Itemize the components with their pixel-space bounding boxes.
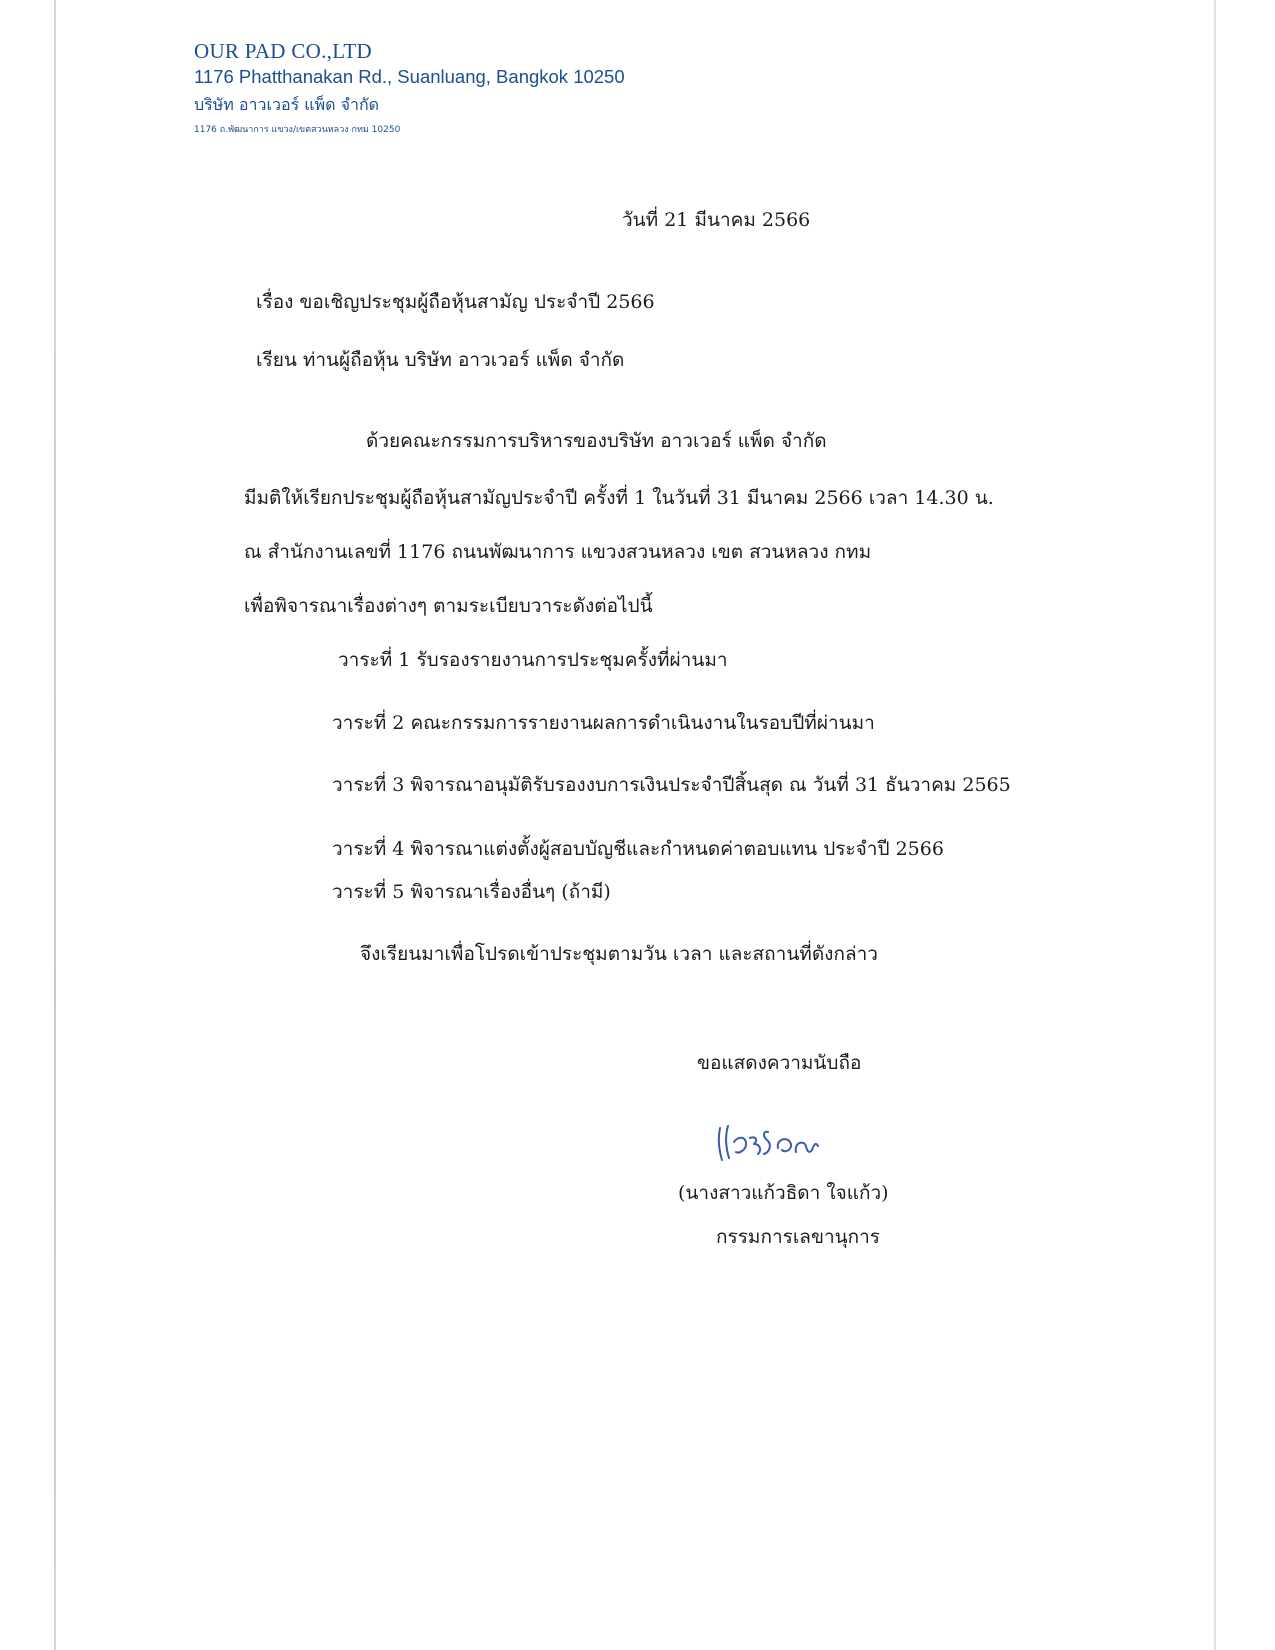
- agenda-item: วาระที่ 3 พิจารณาอนุมัติรับรองงบการเงินประจำปีสิ้นสุด ณ วันที่ 31 ธันวาคม 2565: [332, 774, 1011, 796]
- handwritten-signature: [712, 1118, 832, 1168]
- closing-salutation: ขอแสดงความนับถือ: [697, 1052, 862, 1074]
- signatory-name: (นางสาวแก้วธิดา ใจแก้ว): [678, 1182, 889, 1204]
- company-address-en: 1176 Phatthanakan Rd., Suanluang, Bangkok 10250: [194, 66, 625, 87]
- body-line-2: มีมติให้เรียกประชุมผู้ถือหุ้นสามัญประจำปี ครั้งที่ 1 ในวันที่ 31 มีนาคม 2566 เวลา 14.30 น.: [244, 487, 994, 509]
- letter-date: วันที่ 21 มีนาคม 2566: [622, 209, 811, 231]
- scan-border-right: [1214, 0, 1216, 1650]
- body-line-3: ณ สำนักงานเลขที่ 1176 ถนนพัฒนาการ แขวงสวนหลวง เขต สวนหลวง กทม: [244, 541, 872, 563]
- agenda-item: วาระที่ 1 รับรองรายงานการประชุมครั้งที่ผ่านมา: [338, 649, 728, 671]
- agenda-item: วาระที่ 4 พิจารณาแต่งตั้งผู้สอบบัญชีและกำหนดค่าตอบแทน ประจำปี 2566: [332, 838, 944, 860]
- company-name-en: OUR PAD CO.,LTD: [194, 39, 372, 63]
- body-line-4: เพื่อพิจารณาเรื่องต่างๆ ตามระเบียบวาระดังต่อไปนี้: [244, 595, 653, 617]
- letter-recipient: เรียน ท่านผู้ถือหุ้น บริษัท อาวเวอร์ แพ็ด จำกัด: [256, 349, 625, 371]
- signatory-title: กรรมการเลขานุการ: [716, 1226, 880, 1248]
- letter-subject: เรื่อง ขอเชิญประชุมผู้ถือหุ้นสามัญ ประจำปี 2566: [256, 291, 655, 313]
- agenda-item: วาระที่ 5 พิจารณาเรื่องอื่นๆ (ถ้ามี): [332, 881, 611, 903]
- company-name-th: บริษัท อาวเวอร์ แพ็ด จำกัด: [194, 95, 380, 114]
- agenda-item: วาระที่ 2 คณะกรรมการรายงานผลการดำเนินงานในรอบปีที่ผ่านมา: [332, 712, 875, 734]
- closing-request: จึงเรียนมาเพื่อโปรดเข้าประชุมตามวัน เวลา และสถานที่ดังกล่าว: [360, 943, 878, 965]
- letterhead: [194, 38, 625, 140]
- company-address-th: 1176 ถ.พัฒนาการ แขวง/เขตสวนหลวง กทม 10250: [194, 125, 401, 135]
- scan-border-left: [54, 0, 56, 1650]
- body-line-1: ด้วยคณะกรรมการบริหารของบริษัท อาวเวอร์ แพ็ด จำกัด: [366, 430, 827, 452]
